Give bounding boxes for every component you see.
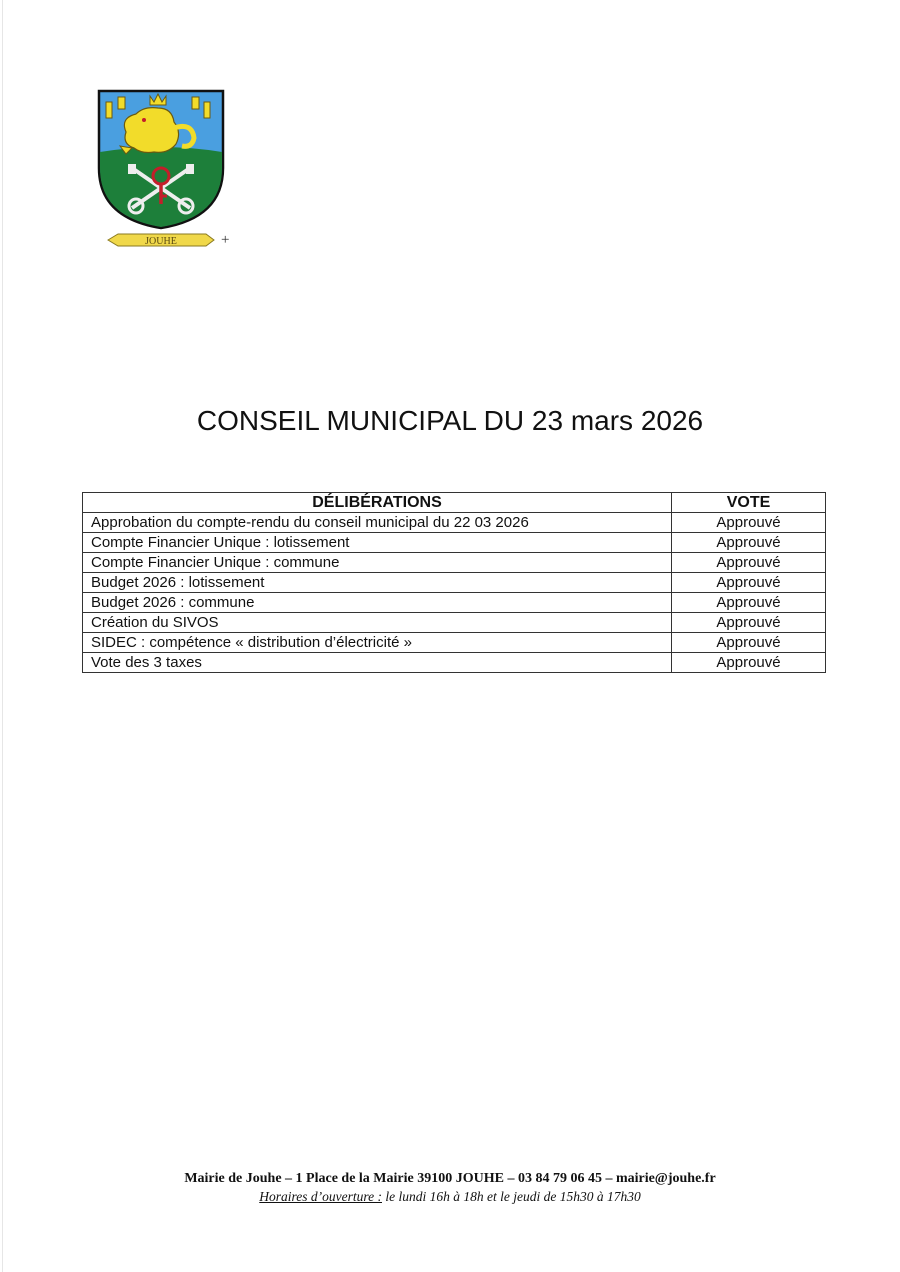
footer — [0, 1171, 900, 1205]
table-row — [83, 513, 826, 533]
deliberation-label: Compte Financier Unique : commune — [83, 553, 672, 573]
vote-result: Approuvé — [672, 653, 826, 673]
page-edge — [2, 0, 3, 1272]
table-row — [83, 553, 826, 573]
deliberation-label: Approbation du compte-rendu du conseil municipal du 22 03 2026 — [83, 513, 672, 533]
footer-contact: Mairie de Jouhe – 1 Place de la Mairie 39100 JOUHE – 03 84 79 06 45 – mairie@jouhe.fr — [184, 1171, 716, 1186]
deliberation-label: Vote des 3 taxes — [83, 653, 672, 673]
deliberations-table — [82, 492, 826, 673]
vote-result: Approuvé — [672, 553, 826, 573]
coat-of-arms — [96, 88, 226, 258]
deliberation-label: Budget 2026 : lotissement — [83, 573, 672, 593]
table-row — [83, 593, 826, 613]
deliberation-label: Compte Financier Unique : lotissement — [83, 533, 672, 553]
deliberation-label: SIDEC : compétence « distribution d’électricité » — [83, 633, 672, 653]
table-row — [83, 573, 826, 593]
deliberation-label: Budget 2026 : commune — [83, 593, 672, 613]
table-header-row — [83, 493, 826, 513]
table-row — [83, 613, 826, 633]
vote-result: Approuvé — [672, 593, 826, 613]
page-title: CONSEIL MUNICIPAL DU 23 mars 2026 — [196, 405, 704, 436]
table-row — [83, 653, 826, 673]
vote-result: Approuvé — [672, 533, 826, 553]
footer-hours — [0, 1189, 900, 1205]
vote-result: Approuvé — [672, 573, 826, 593]
header-vote: VOTE — [672, 493, 826, 513]
hours-text: le lundi 16h à 18h et le jeudi de 15h30 à 17h30 — [382, 1189, 641, 1204]
banner-text: JOUHE — [145, 236, 177, 247]
deliberation-label: Création du SIVOS — [83, 613, 672, 633]
table-row — [83, 633, 826, 653]
vote-result: Approuvé — [672, 513, 826, 533]
table-row — [83, 533, 826, 553]
vote-result: Approuvé — [672, 613, 826, 633]
header-deliberations: DÉLIBÉRATIONS — [83, 493, 672, 513]
hours-label: Horaires d’ouverture : — [259, 1189, 382, 1204]
coat-of-arms-icon — [96, 88, 226, 258]
corner-mark: + — [221, 232, 230, 248]
vote-result: Approuvé — [672, 633, 826, 653]
